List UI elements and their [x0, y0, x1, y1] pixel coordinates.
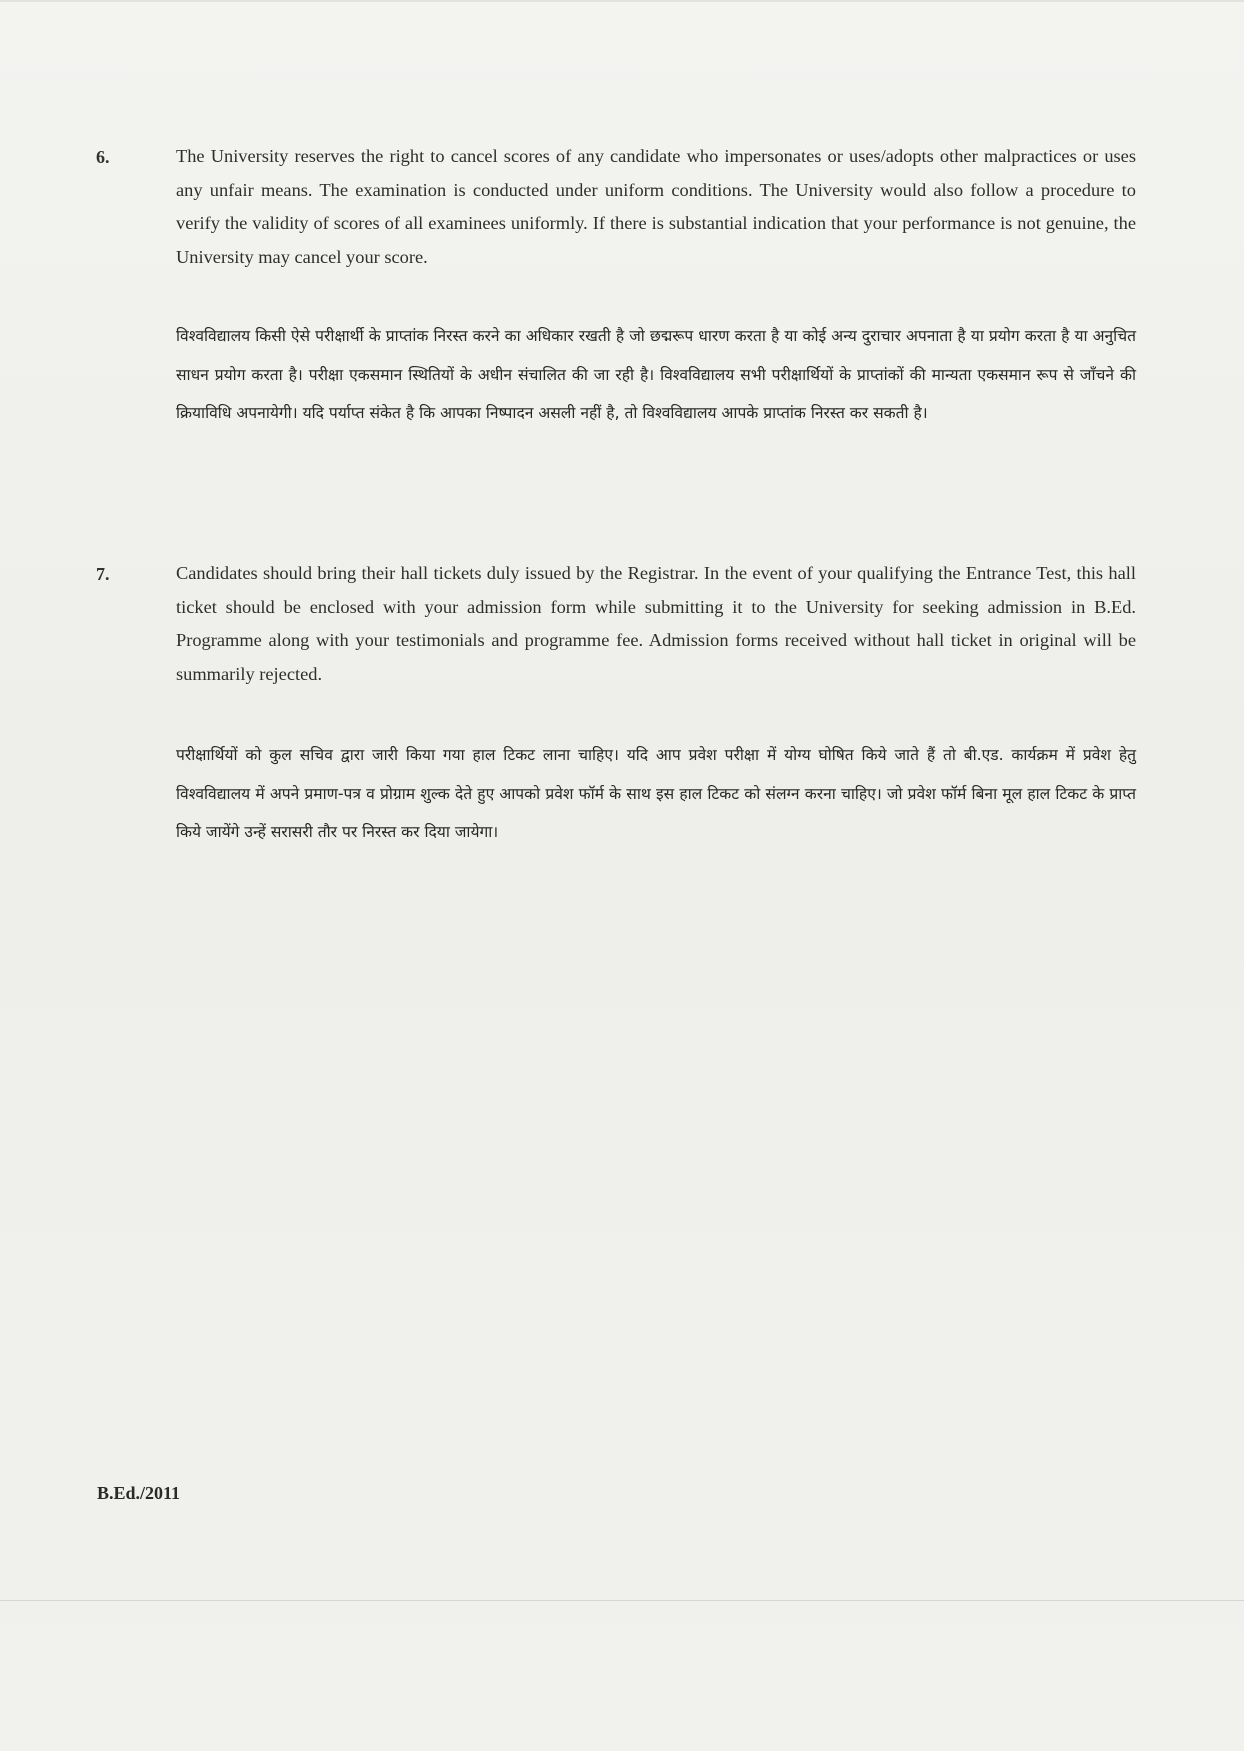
hindi-paragraph: विश्वविद्यालय किसी ऐसे परीक्षार्थी के प्राप्तांक निरस्त करने का अधिकार रखती है जो छद्मरूप धारण करता है या कोई अन्य दुराचार अपनाता है या प्रयोग करता है या अनुचित साधन प्रयोग करता है। परीक्षा एकसमान स्थितियों के अधीन संचालित की जा रही है। विश्वविद्यालय सभी परीक्षार्थियों के प्राप्तांकों की मान्यता एकसमान रूप से जाँचने की क्रियाविधि अपनायेगी। यदि पर्याप्त संकेत है कि आपका निष्पादन असली नहीं है, तो विश्वविद्यालय आपके प्राप्तांक निरस्त कर सकती है।: [176, 327, 1136, 422]
item-number: 6.: [96, 147, 110, 167]
bottom-rule: [0, 1600, 1244, 1601]
item-number: 7.: [96, 564, 110, 584]
english-paragraph: The University reserves the right to cancel scores of any candidate who impersonates or uses/adopts other malpractices or uses any unfair means. The examination is conducted under uniform conditions. The University would also follow a procedure to verify the validity of scores of all examinees uniformly. If there is substantial indication that your performance is not genuine, the University may cancel your score.: [176, 146, 1136, 267]
english-paragraph: Candidates should bring their hall tickets duly issued by the Registrar. In the event of your qualifying the Entrance Test, this hall ticket should be enclosed with your admission form while submitting it to the University for seeking admission in B.Ed. Programme along with your testimonials and programme fee. Admission forms received without hall ticket in original will be summarily rejected.: [176, 563, 1136, 684]
footer-document-code: B.Ed./2011: [97, 1483, 181, 1503]
hindi-paragraph: परीक्षार्थियों को कुल सचिव द्वारा जारी किया गया हाल टिकट लाना चाहिए। यदि आप प्रवेश परीक्षा में योग्य घोषित किये जाते हैं तो बी.एड. कार्यक्रम में प्रवेश हेतु विश्वविद्यालय में अपने प्रमाण-पत्र व प्रोग्राम शुल्क देते हुए आपको प्रवेश फॉर्म के साथ इस हाल टिकट को संलग्न करना चाहिए। जो प्रवेश फॉर्म बिना मूल हाल टिकट के प्राप्त किये जायेंगे उन्हें सरासरी तौर पर निरस्त कर दिया जायेगा।: [176, 746, 1136, 841]
top-edge-rule: [0, 0, 1244, 2]
